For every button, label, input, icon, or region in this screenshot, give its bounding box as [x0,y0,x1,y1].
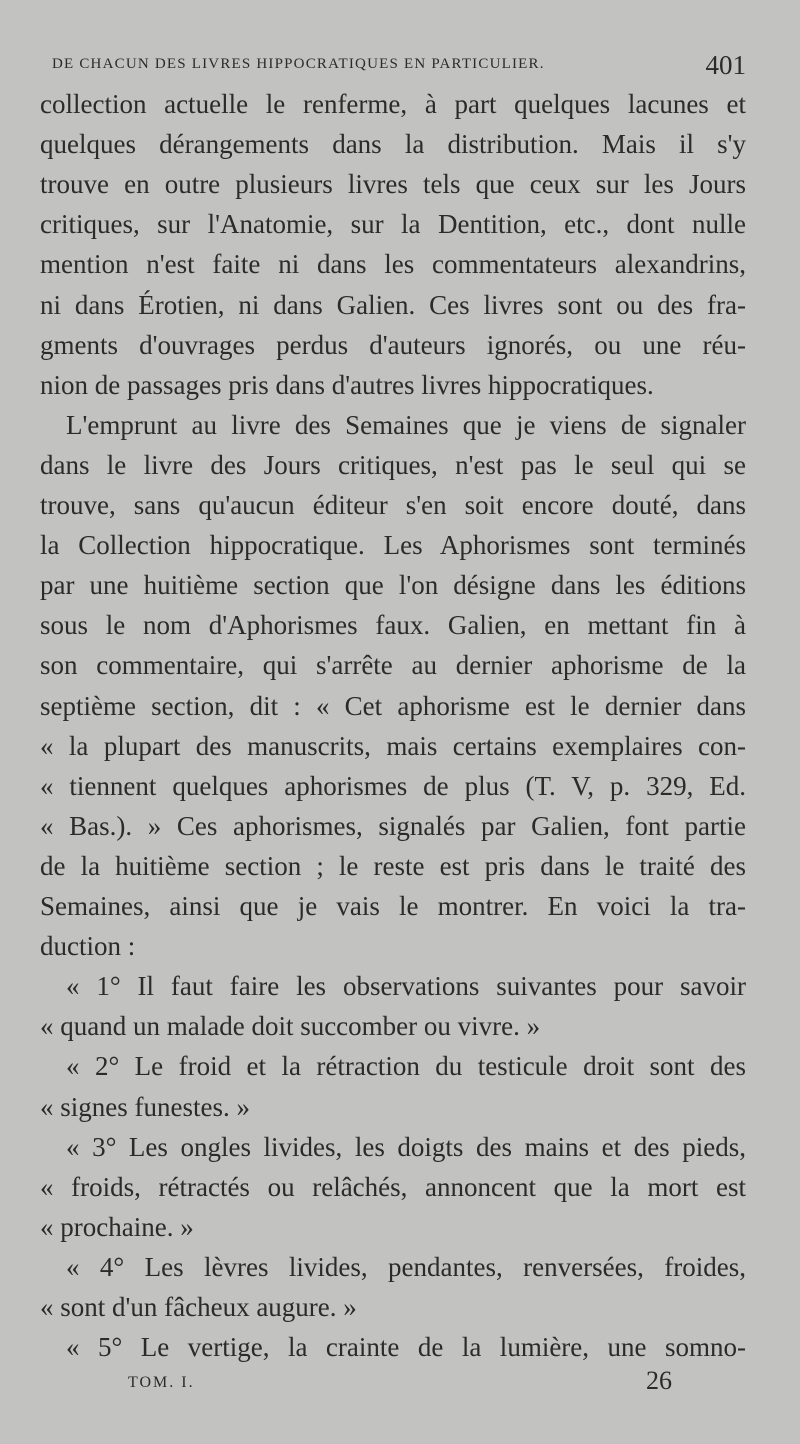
text-line: mention n'est faite ni dans les commentateurs alexandrins, [40,249,746,279]
text-line: trouve, sans qu'aucun éditeur s'en soit encore douté, dans [40,490,746,520]
text-line: « quand un malade doit succomber ou vivre. » [40,1011,541,1041]
text-line: « sont d'un fâcheux augure. » [40,1292,357,1322]
text-line: nion de passages pris dans d'autres livres hippocratiques. [40,370,654,400]
text-line: gments d'ouvrages perdus d'auteurs ignorés, ou une réu- [40,330,746,360]
text-line: « prochaine. » [40,1212,194,1242]
text-line: « 3° Les ongles livides, les doigts des mains et des pieds, [66,1132,746,1162]
page-number: 401 [705,50,746,80]
running-head [52,52,748,82]
text-line: « tiennent quelques aphorismes de plus (T. V, p. 329, Ed. [40,771,746,801]
signature-mark: TOM. I. [128,1374,195,1391]
text-line: « froids, rétractés ou relâchés, annoncent que la mort est [40,1172,746,1202]
text-line: « 1° Il faut faire les observations suivantes pour savoir [66,971,746,1001]
text-line: « 4° Les lèvres livides, pendantes, renversées, froides, [66,1252,746,1282]
text-line: trouve en outre plusieurs livres tels que ceux sur les Jours [40,169,746,199]
text-line: « la plupart des manuscrits, mais certains exemplaires con- [40,731,746,761]
running-title: DE CHACUN DES LIVRES HIPPOCRATIQUES EN PARTICULIER. [52,56,545,72]
text-line: critiques, sur l'Anatomie, sur la Dentition, etc., dont nulle [40,209,746,239]
text-line: par une huitième section que l'on désigne dans les éditions [40,570,746,600]
signature-number: 26 [646,1366,672,1395]
text-line: « Bas.). » Ces aphorismes, signalés par Galien, font partie [40,811,746,841]
text-line: « signes funestes. » [40,1092,250,1122]
text-line: « 2° Le froid et la rétraction du testicule droit sont des [66,1051,746,1081]
text-line: « 5° Le vertige, la crainte de la lumière, une somno- [66,1332,746,1362]
text-line: de la huitième section ; le reste est pris dans le traité des [40,851,746,881]
text-line: quelques dérangements dans la distribution. Mais il s'y [40,129,746,159]
text-line: son commentaire, qui s'arrête au dernier aphorisme de la [40,650,746,680]
text-line: la Collection hippocratique. Les Aphorismes sont terminés [40,530,746,560]
text-line: Semaines, ainsi que je vais le montrer. En voici la tra- [40,891,746,921]
text-line: sous le nom d'Aphorismes faux. Galien, en mettant fin à [40,610,746,640]
text-line: septième section, dit : « Cet aphorisme est le dernier dans [40,691,746,721]
text-line: dans le livre des Jours critiques, n'est pas le seul qui se [40,450,746,480]
text-line: ni dans Érotien, ni dans Galien. Ces livres sont ou des fra- [40,290,746,320]
text-line: duction : [40,931,136,961]
text-line: L'emprunt au livre des Semaines que je viens de signaler [66,410,746,440]
text-line: collection actuelle le renferme, à part quelques lacunes et [40,89,746,119]
